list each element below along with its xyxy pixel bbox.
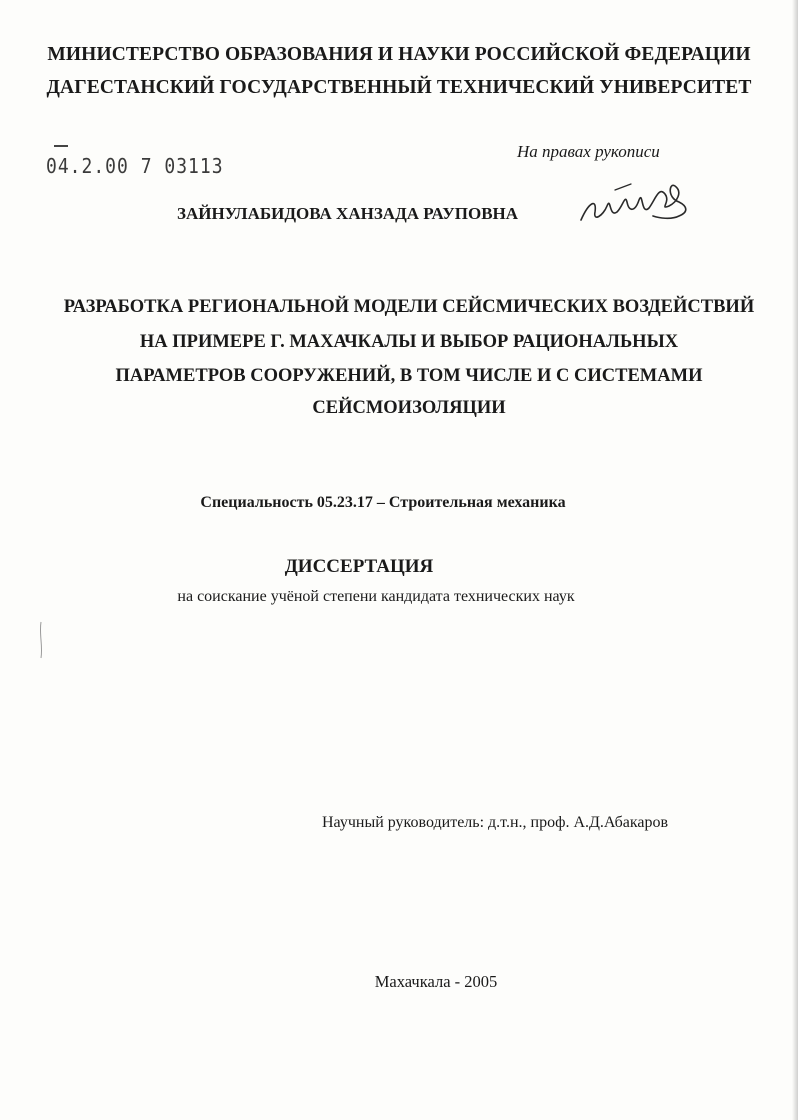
rights-note: На правах рукописи bbox=[517, 142, 660, 161]
advisor-line: Научный руководитель: д.т.н., проф. А.Д.Абакаров bbox=[322, 814, 669, 831]
ministry-heading: МИНИСТЕРСТВО ОБРАЗОВАНИЯ И НАУКИ РОССИЙСКОЙ ФЕДЕРАЦИИ bbox=[47, 44, 751, 65]
title-line-1: РАЗРАБОТКА РЕГИОНАЛЬНОЙ МОДЕЛИ СЕЙСМИЧЕСКИХ ВОЗДЕЙСТВИЙ bbox=[63, 297, 755, 317]
registration-stamp: 04.2.00 7 03113 bbox=[46, 154, 224, 179]
city-year: Махачкала - 2005 bbox=[374, 972, 498, 991]
stamp-mark bbox=[54, 145, 68, 147]
title-line-3: ПАРАМЕТРОВ СООРУЖЕНИЙ, В ТОМ ЧИСЛЕ И С СИСТЕМАМИ bbox=[115, 366, 703, 386]
specialty-line: Специальность 05.23.17 – Строительная механика bbox=[200, 494, 566, 511]
degree-line: на соискание учёной степени кандидата технических наук bbox=[177, 588, 575, 605]
university-heading: ДАГЕСТАНСКИЙ ГОСУДАРСТВЕННЫЙ ТЕХНИЧЕСКИЙ УНИВЕРСИТЕТ bbox=[46, 77, 752, 98]
document-type: ДИССЕРТАЦИЯ bbox=[284, 556, 434, 577]
margin-mark bbox=[38, 620, 44, 660]
author-name: ЗАЙНУЛАБИДОВА ХАНЗАДА РАУПОВНА bbox=[177, 204, 519, 223]
scan-edge-shadow bbox=[792, 0, 798, 1120]
title-line-2: НА ПРИМЕРЕ Г. МАХАЧКАЛЫ И ВЫБОР РАЦИОНАЛЬНЫХ bbox=[139, 332, 679, 352]
signature-image bbox=[575, 172, 695, 232]
title-line-4: СЕЙСМОИЗОЛЯЦИИ bbox=[312, 398, 506, 418]
